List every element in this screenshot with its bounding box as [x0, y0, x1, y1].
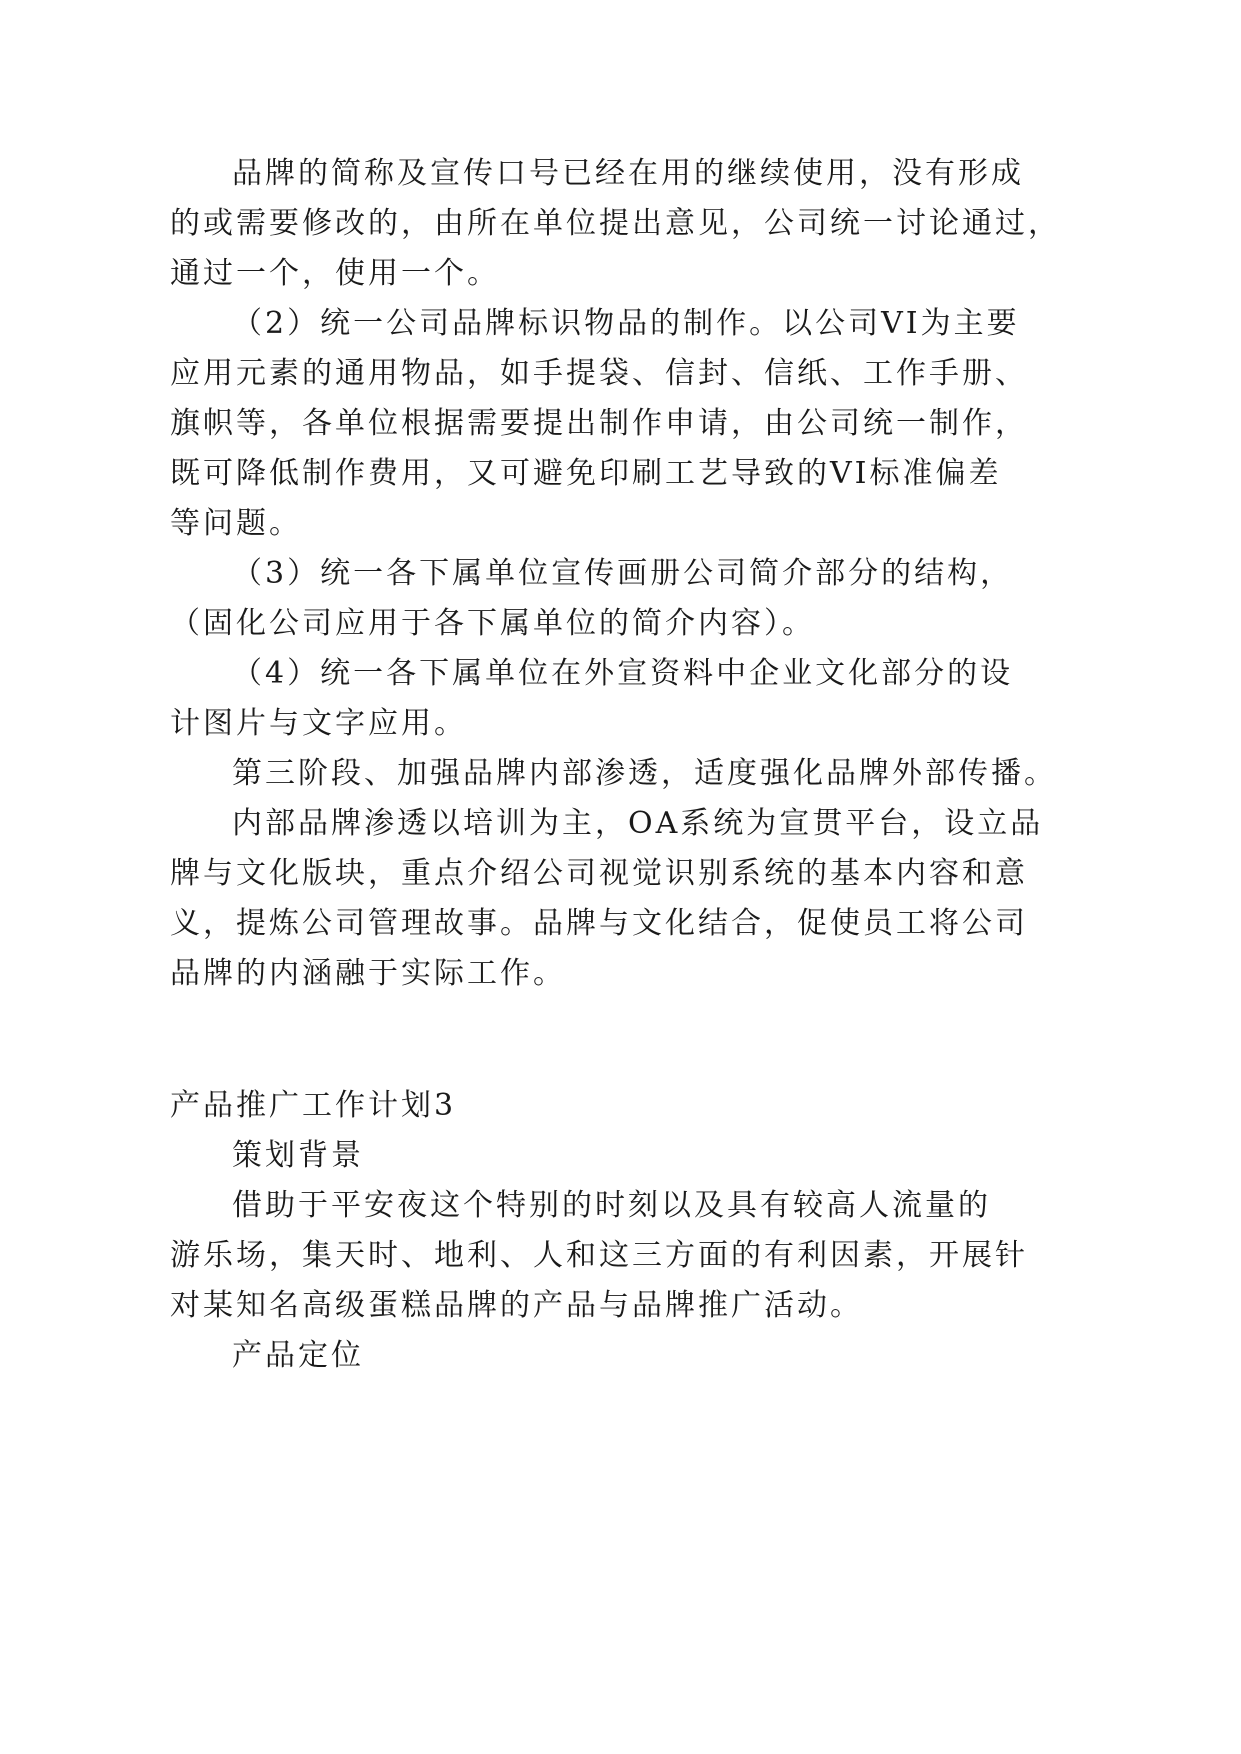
text-line-6: 旗帜等，各单位根据需要提出制作申请，由公司统一制作， — [170, 406, 1028, 441]
text-line-22: 对某知名高级蛋糕品牌的产品与品牌推广活动。 — [170, 1288, 863, 1323]
section-heading: 产品推广工作计划3 — [170, 1088, 457, 1123]
text-line-2: 的或需要修改的，由所在单位提出意见，公司统一讨论通过， — [170, 206, 1061, 241]
text-line-14: 内部品牌渗透以培训为主，OA系统为宣贯平台，设立品 — [232, 806, 1044, 841]
subheading-background: 策划背景 — [232, 1138, 364, 1173]
text-line-5: 应用元素的通用物品，如手提袋、信封、信纸、工作手册、 — [170, 356, 1028, 391]
text-line-8: 等问题。 — [170, 506, 302, 541]
text-line-15: 牌与文化版块，重点介绍公司视觉识别系统的基本内容和意 — [170, 856, 1028, 891]
subheading-positioning: 产品定位 — [232, 1338, 364, 1373]
text-line-3: 通过一个，使用一个。 — [170, 256, 500, 291]
text-line-17: 品牌的内涵融于实际工作。 — [170, 956, 566, 991]
text-line-10: （固化公司应用于各下属单位的简介内容）。 — [170, 606, 815, 641]
text-line-7: 既可降低制作费用，又可避免印刷工艺导致的VI标准偏差 — [170, 456, 1002, 491]
text-line-20: 借助于平安夜这个特别的时刻以及具有较高人流量的 — [232, 1188, 991, 1223]
text-line-13: 第三阶段、加强品牌内部渗透，适度强化品牌外部传播。 — [232, 756, 1057, 791]
text-line-1: 品牌的简称及宣传口号已经在用的继续使用，没有形成 — [232, 156, 1024, 191]
text-line-4: （2）统一公司品牌标识物品的制作。以公司VI为主要 — [232, 306, 1020, 341]
text-line-9: （3）统一各下属单位宣传画册公司简介部分的结构， — [232, 556, 1014, 591]
text-line-12: 计图片与文字应用。 — [170, 706, 467, 741]
text-line-21: 游乐场，集天时、地利、人和这三方面的有利因素，开展针 — [170, 1238, 1028, 1273]
text-line-11: （4）统一各下属单位在外宣资料中企业文化部分的设 — [232, 656, 1014, 691]
text-line-16: 义，提炼公司管理故事。品牌与文化结合，促使员工将公司 — [170, 906, 1028, 941]
